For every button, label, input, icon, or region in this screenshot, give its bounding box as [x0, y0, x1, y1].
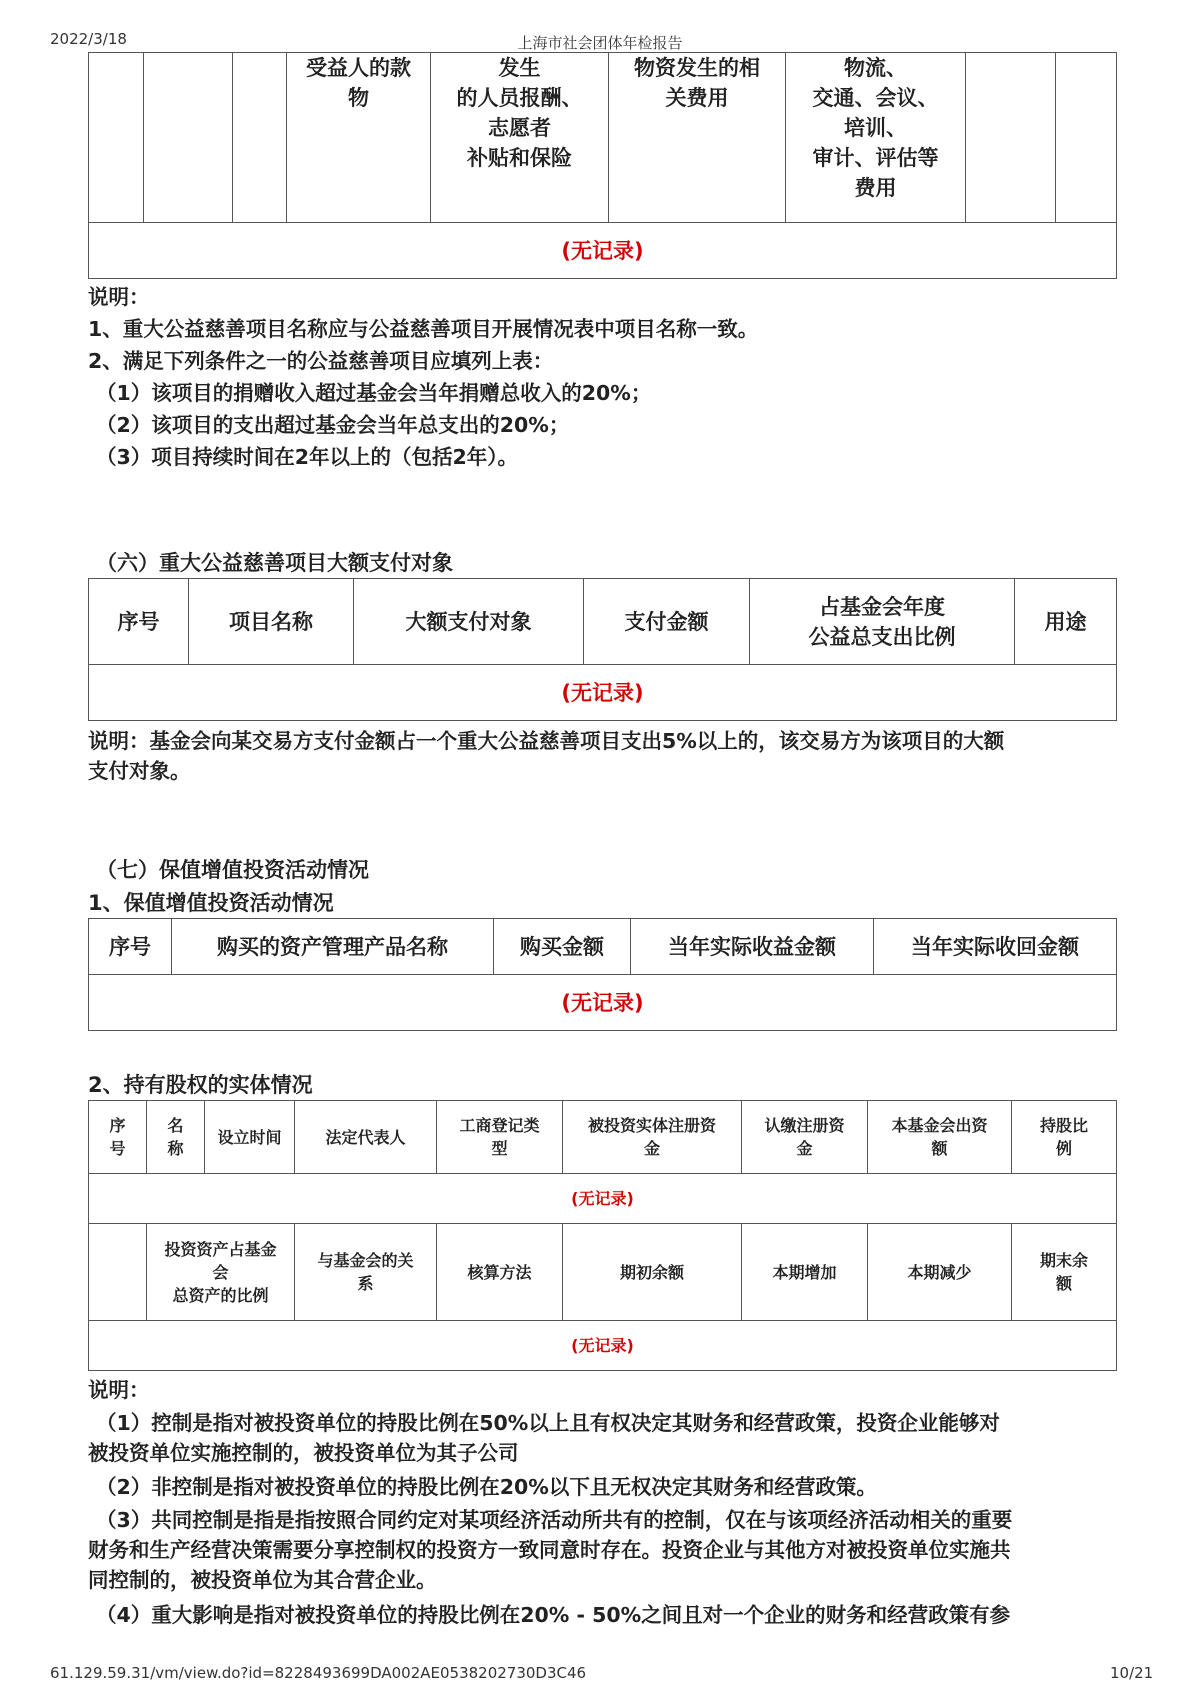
section7-note-line: （4）重大影响是指对被投资单位的持股比例在20% - 50%之间且对一个企业的财务和经营政策有参: [96, 1603, 1011, 1627]
page-header-title: 上海市社会团体年检报告: [517, 34, 683, 52]
print-date: 2022/3/18: [50, 30, 127, 48]
section6-title: （六）重大公益慈善项目大额支付对象: [96, 551, 453, 575]
sub1-title: 1、保值增值投资活动情况: [88, 891, 334, 915]
note1-line: 2、满足下列条件之一的公益慈善项目应填列上表：: [88, 349, 554, 373]
col-header: 本期增加: [742, 1224, 868, 1321]
top-continuation-table: [88, 52, 1117, 279]
col-header: 工商登记类 型: [437, 1101, 563, 1174]
col-header: 与基金会的关 系: [295, 1224, 437, 1321]
col-header: 项目名称: [189, 579, 354, 665]
section7-note-line: （3）共同控制是指是指按照合同约定对某项经济活动所共有的控制，仅在与该项经济活动相关的重要 财务和生产经营决策需要分享控制权的投资方一致同意时存在。投资企业与其他方对被投资单位实施共 同控制的，被投资单位为其合营企业。: [88, 1508, 1013, 1592]
col-header: 期初余额: [563, 1224, 742, 1321]
col-header: 购买的资产管理产品名称: [172, 919, 494, 975]
large-payment-table: [88, 578, 1117, 721]
col-header: 投资资产占基金 会 总资产的比例: [147, 1224, 295, 1321]
no-record-label: (无记录): [89, 1321, 1117, 1371]
col-header: 期末余 额: [1012, 1224, 1117, 1321]
section7-note-title: 说明：: [88, 1378, 150, 1402]
col-header: 大额支付对象: [354, 579, 584, 665]
col-header: 本基金会出资 额: [868, 1101, 1012, 1174]
col-header: 购买金额: [494, 919, 631, 975]
col-header: 支付金额: [584, 579, 750, 665]
col-header: 核算方法: [437, 1224, 563, 1321]
col-header: 持股比 例: [1012, 1101, 1117, 1174]
section7-note-line: （2）非控制是指对被投资单位的持股比例在20%以下且无权决定其财务和经营政策。: [96, 1475, 877, 1499]
note1-line: （3）项目持续时间在2年以上的（包括2年）。: [96, 445, 519, 469]
col-header: 认缴注册资 金: [742, 1101, 868, 1174]
col-header: 法定代表人: [295, 1101, 437, 1174]
col-header: 序号: [89, 919, 172, 975]
col-header: 当年实际收回金额: [874, 919, 1117, 975]
cell-personnel-pay: 发生 的人员报酬、 志愿者 补贴和保险: [431, 53, 609, 223]
col-header: 序号: [89, 579, 189, 665]
no-record-label: (无记录): [89, 223, 1117, 279]
col-header: 用途: [1015, 579, 1117, 665]
col-header: 当年实际收益金额: [631, 919, 874, 975]
no-record-label: (无记录): [89, 1174, 1117, 1224]
equity-entity-table: [88, 1100, 1117, 1371]
page-number: 10/21: [1110, 1664, 1154, 1682]
note1-line: （1）该项目的捐赠收入超过基金会当年捐赠总收入的20%；: [96, 381, 652, 405]
no-record-label: (无记录): [89, 665, 1117, 721]
section7-title: （七）保值增值投资活动情况: [96, 858, 369, 882]
col-header: 占基金会年度 公益总支出比例: [750, 579, 1015, 665]
cell-material-costs: 物资发生的相 关费用: [609, 53, 786, 223]
section7-note-line: （1）控制是指对被投资单位的持股比例在50%以上且有权决定其财务和经营政策，投资企业能够对 被投资单位实施控制的，被投资单位为其子公司: [88, 1411, 1000, 1465]
col-header: 设立时间: [205, 1101, 295, 1174]
cell-beneficiary-goods: 受益人的款 物: [287, 53, 431, 223]
note1-line: 1、重大公益慈善项目名称应与公益慈善项目开展情况表中项目名称一致。: [88, 317, 759, 341]
no-record-label: (无记录): [89, 975, 1117, 1031]
col-header: 本期减少: [868, 1224, 1012, 1321]
section6-note: 说明：基金会向某交易方支付金额占一个重大公益慈善项目支出5%以上的，该交易方为该项目的大额 支付对象。: [88, 729, 1005, 783]
sub2-title: 2、持有股权的实体情况: [88, 1073, 313, 1097]
investment-activity-table: [88, 918, 1117, 1031]
note1-line: （2）该项目的支出超过基金会当年总支出的20%；: [96, 413, 570, 437]
note1-title: 说明：: [88, 285, 150, 309]
col-header: 被投资实体注册资 金: [563, 1101, 742, 1174]
col-header: 序 号: [89, 1101, 147, 1174]
cell-logistics-costs: 物流、 交通、会议、 培训、 审计、评估等 费用: [786, 53, 966, 223]
col-header: 名 称: [147, 1101, 205, 1174]
page-url: 61.129.59.31/vm/view.do?id=8228493699DA002AE0538202730D3C46: [50, 1664, 587, 1682]
